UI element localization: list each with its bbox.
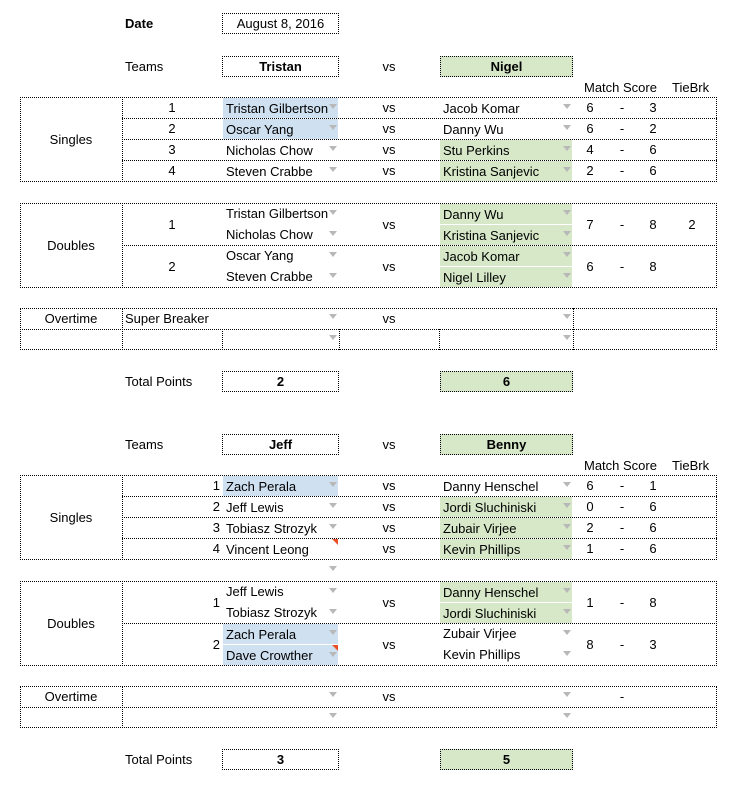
doubles-1-number: 1	[212, 595, 220, 610]
singles-4-score-b[interactable]: 6	[649, 163, 657, 178]
vs-label: vs	[382, 121, 396, 136]
singles-4-score-b[interactable]: 6	[649, 541, 657, 556]
dropdown-arrow-icon[interactable]	[329, 630, 337, 635]
doubles-2-player-b1[interactable]: Zubair Virjee	[443, 626, 517, 641]
dropdown-arrow-icon[interactable]	[563, 252, 571, 257]
score-dash: -	[619, 499, 625, 514]
doubles-1-score-b[interactable]: 8	[649, 217, 657, 232]
singles-4-player-b[interactable]: Kristina Sanjevic	[440, 161, 572, 181]
singles-2-player-a[interactable]: Oscar Yang	[223, 119, 338, 139]
dropdown-arrow-icon[interactable]	[563, 104, 571, 109]
singles-1-score-b[interactable]: 3	[649, 100, 657, 115]
singles-4-number: 4	[168, 163, 176, 178]
dropdown-arrow-icon[interactable]	[329, 524, 337, 529]
score-dash: -	[619, 163, 625, 178]
vs-label: vs	[382, 311, 396, 326]
total-points-team-b: 6	[440, 371, 573, 392]
doubles-2-score-a[interactable]: 8	[586, 637, 594, 652]
doubles-2-player-a1[interactable]: Oscar Yang	[226, 248, 294, 263]
singles-1-number: 1	[212, 478, 220, 493]
vs-label: vs	[382, 437, 396, 452]
doubles-1-player-a1[interactable]: Jeff Lewis	[226, 584, 284, 599]
team-a-name[interactable]: Tristan	[222, 56, 339, 77]
doubles-1-tiebreak[interactable]: 2	[688, 217, 696, 232]
dropdown-arrow-icon[interactable]	[329, 609, 337, 614]
dropdown-arrow-icon[interactable]	[329, 692, 337, 697]
dropdown-arrow-icon[interactable]	[563, 524, 571, 529]
singles-4-score-a[interactable]: 2	[586, 163, 594, 178]
date-field[interactable]: August 8, 2016	[222, 13, 339, 34]
singles-2-player-b[interactable]: Jordi Sluchiniski	[440, 497, 572, 517]
overtime-label: Overtime	[44, 689, 98, 704]
score-dash: -	[619, 142, 625, 157]
dropdown-arrow-icon[interactable]	[563, 210, 571, 215]
vs-label: vs	[382, 478, 396, 493]
dropdown-arrow-icon[interactable]	[329, 231, 337, 236]
singles-2-player-b[interactable]: Danny Wu	[443, 122, 504, 137]
singles-2-score-a[interactable]: 6	[586, 121, 594, 136]
dropdown-arrow-icon[interactable]	[329, 652, 337, 657]
teams-label: Teams	[125, 59, 164, 74]
team-a-name[interactable]: Jeff	[222, 434, 339, 455]
doubles-2-player-b2[interactable]: Nigel Lilley	[440, 267, 572, 287]
vs-label: vs	[382, 499, 396, 514]
singles-label: Singles	[49, 132, 93, 147]
match-score-header: Match Score	[584, 458, 657, 473]
dropdown-arrow-icon[interactable]	[563, 503, 571, 508]
singles-1-player-a[interactable]: Zach Perala	[223, 476, 338, 496]
vs-label: vs	[382, 100, 396, 115]
singles-2-score-b[interactable]: 6	[649, 499, 657, 514]
doubles-1-player-b2[interactable]: Jordi Sluchiniski	[440, 603, 572, 623]
singles-1-score-b[interactable]: 1	[649, 478, 657, 493]
score-dash: -	[619, 637, 625, 652]
dropdown-arrow-icon[interactable]	[563, 125, 571, 130]
singles-3-number: 3	[168, 142, 176, 157]
dropdown-arrow-icon[interactable]	[563, 651, 571, 656]
vs-label: vs	[382, 541, 396, 556]
singles-1-score-a[interactable]: 6	[586, 478, 594, 493]
dropdown-arrow-icon[interactable]	[329, 104, 337, 109]
doubles-1-score-b[interactable]: 8	[649, 595, 657, 610]
dropdown-arrow-icon[interactable]	[563, 231, 571, 236]
overtime-type[interactable]: Super Breaker	[125, 311, 209, 326]
singles-1-number: 1	[168, 100, 176, 115]
singles-4-player-a[interactable]: Steven Crabbe	[226, 164, 313, 179]
doubles-2-score-a[interactable]: 6	[586, 259, 594, 274]
singles-3-score-a[interactable]: 4	[586, 142, 594, 157]
doubles-1-number: 1	[168, 217, 176, 232]
doubles-2-number: 2	[168, 259, 176, 274]
doubles-1-player-a1[interactable]: Tristan Gilbertson	[226, 206, 329, 221]
dropdown-arrow-icon[interactable]	[563, 146, 571, 151]
score-dash: -	[619, 595, 625, 610]
doubles-label: Doubles	[47, 238, 95, 253]
dropdown-arrow-icon[interactable]	[563, 314, 571, 319]
tiebreak-header: TieBrk	[672, 80, 710, 95]
doubles-2-player-a1[interactable]: Zach Perala	[223, 624, 338, 644]
singles-1-score-a[interactable]: 6	[586, 100, 594, 115]
dropdown-arrow-icon[interactable]	[329, 335, 337, 340]
singles-4-number: 4	[212, 541, 220, 556]
match-score-header: Match Score	[584, 80, 657, 95]
doubles-2-player-b2[interactable]: Kevin Phillips	[443, 647, 521, 662]
dropdown-arrow-icon[interactable]	[563, 713, 571, 718]
dropdown-arrow-icon[interactable]	[329, 125, 337, 130]
vs-label: vs	[382, 59, 396, 74]
dropdown-arrow-icon[interactable]	[329, 210, 337, 215]
dropdown-arrow-icon[interactable]	[563, 273, 571, 278]
singles-3-player-b[interactable]: Zubair Virjee	[440, 518, 572, 538]
singles-3-player-a[interactable]: Tobiasz Strozyk	[226, 521, 318, 536]
doubles-2-score-b[interactable]: 8	[649, 259, 657, 274]
doubles-1-player-b2[interactable]: Kristina Sanjevic	[440, 225, 572, 245]
dropdown-arrow-icon[interactable]	[329, 167, 337, 172]
total-points-team-a: 2	[222, 371, 339, 392]
score-dash: -	[619, 689, 625, 704]
overtime-label: Overtime	[44, 311, 98, 326]
dropdown-arrow-icon[interactable]	[329, 566, 337, 571]
vs-label: vs	[382, 142, 396, 157]
singles-2-number: 2	[168, 121, 176, 136]
team-b-name[interactable]: Nigel	[440, 56, 573, 77]
doubles-1-score-a[interactable]: 1	[586, 595, 594, 610]
doubles-2-player-a2[interactable]: Dave Crowther	[223, 645, 338, 665]
singles-2-player-a[interactable]: Jeff Lewis	[226, 500, 284, 515]
dropdown-arrow-icon[interactable]	[329, 713, 337, 718]
singles-1-player-b[interactable]: Jacob Komar	[443, 101, 520, 116]
teams-label: Teams	[125, 437, 164, 452]
dropdown-arrow-icon[interactable]	[329, 252, 337, 257]
singles-3-score-a[interactable]: 2	[586, 520, 594, 535]
tiebreak-header: TieBrk	[672, 458, 710, 473]
doubles-label: Doubles	[47, 616, 95, 631]
total-points-label: Total Points	[125, 374, 193, 389]
singles-3-player-a[interactable]: Nicholas Chow	[226, 143, 313, 158]
score-dash: -	[619, 259, 625, 274]
singles-3-score-b[interactable]: 6	[649, 142, 657, 157]
dropdown-arrow-icon[interactable]	[329, 482, 337, 487]
overtime-type[interactable]	[122, 686, 338, 707]
singles-3-score-b[interactable]: 6	[649, 520, 657, 535]
vs-label: vs	[382, 689, 396, 704]
score-dash: -	[619, 541, 625, 556]
score-dash: -	[619, 100, 625, 115]
dropdown-arrow-icon[interactable]	[563, 692, 571, 697]
dropdown-arrow-icon[interactable]	[329, 503, 337, 508]
singles-4-player-a[interactable]: Vincent Leong	[226, 542, 309, 557]
dropdown-arrow-icon[interactable]	[563, 482, 571, 487]
dropdown-arrow-icon[interactable]	[563, 167, 571, 172]
singles-1-player-a[interactable]: Tristan Gilbertson	[223, 98, 338, 118]
team-b-name[interactable]: Benny	[440, 434, 573, 455]
total-points-label: Total Points	[125, 752, 193, 767]
doubles-2-player-b1[interactable]: Jacob Komar	[440, 246, 572, 266]
score-dash: -	[619, 121, 625, 136]
singles-4-score-a[interactable]: 1	[586, 541, 594, 556]
dropdown-arrow-icon[interactable]	[563, 630, 571, 635]
doubles-1-score-a[interactable]: 7	[586, 217, 594, 232]
score-dash: -	[619, 478, 625, 493]
singles-4-player-b[interactable]: Kevin Phillips	[440, 539, 572, 559]
score-dash: -	[619, 217, 625, 232]
dropdown-arrow-icon[interactable]	[329, 273, 337, 278]
singles-3-number: 3	[212, 520, 220, 535]
vs-label: vs	[382, 259, 396, 274]
dropdown-arrow-icon[interactable]	[563, 335, 571, 340]
vs-label: vs	[382, 595, 396, 610]
date-label: Date	[125, 16, 154, 31]
score-dash: -	[619, 520, 625, 535]
doubles-2-player-a2[interactable]: Steven Crabbe	[226, 269, 313, 284]
vs-label: vs	[382, 217, 396, 232]
comment-marker-icon[interactable]	[332, 539, 338, 545]
vs-label: vs	[382, 637, 396, 652]
doubles-2-number: 2	[212, 637, 220, 652]
vs-label: vs	[382, 520, 396, 535]
doubles-1-player-b1[interactable]: Danny Wu	[440, 204, 572, 224]
singles-2-number: 2	[212, 499, 220, 514]
singles-label: Singles	[49, 510, 93, 525]
dropdown-arrow-icon[interactable]	[563, 588, 571, 593]
doubles-1-player-a2[interactable]: Nicholas Chow	[226, 227, 313, 242]
dropdown-arrow-icon[interactable]	[563, 609, 571, 614]
singles-2-score-a[interactable]: 0	[586, 499, 594, 514]
total-points-team-b: 5	[440, 749, 573, 770]
dropdown-arrow-icon[interactable]	[563, 545, 571, 550]
singles-3-player-b[interactable]: Stu Perkins	[440, 140, 572, 160]
dropdown-arrow-icon[interactable]	[329, 314, 337, 319]
doubles-2-score-b[interactable]: 3	[649, 637, 657, 652]
doubles-1-player-a2[interactable]: Tobiasz Strozyk	[226, 605, 318, 620]
doubles-1-player-b1[interactable]: Danny Henschel	[440, 582, 572, 602]
vs-label: vs	[382, 163, 396, 178]
dropdown-arrow-icon[interactable]	[329, 146, 337, 151]
dropdown-arrow-icon[interactable]	[329, 588, 337, 593]
singles-2-score-b[interactable]: 2	[649, 121, 657, 136]
comment-marker-icon[interactable]	[332, 645, 338, 651]
total-points-team-a: 3	[222, 749, 339, 770]
singles-1-player-b[interactable]: Danny Henschel	[443, 479, 539, 494]
